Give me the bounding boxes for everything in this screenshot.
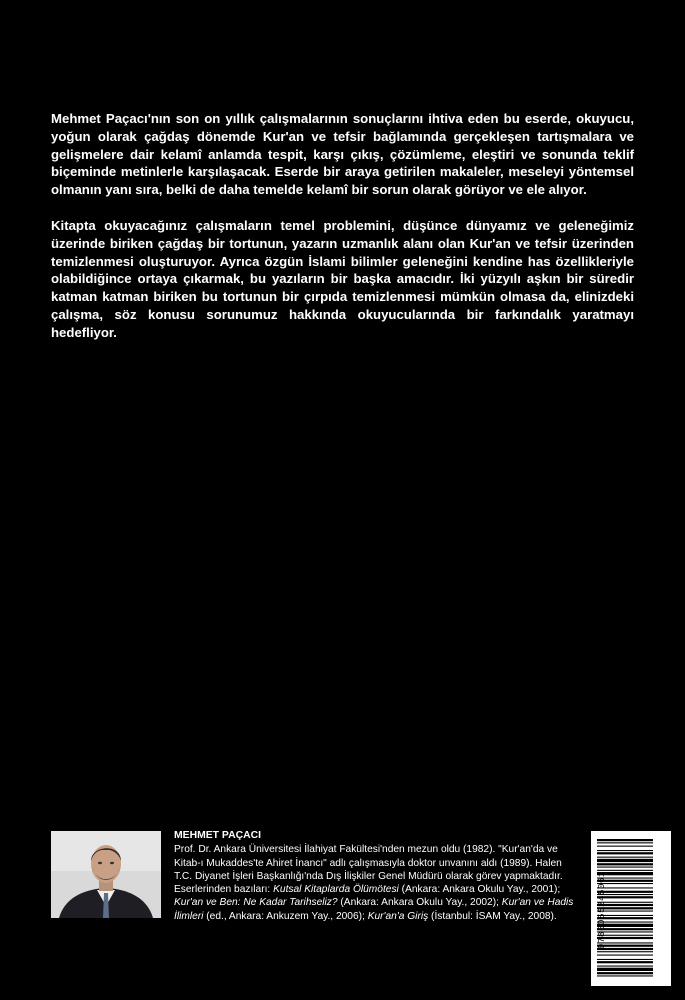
work-publication: (İstanbul: İSAM Yay., 2008). xyxy=(431,910,557,922)
work-publication: (Ankara: Ankara Okulu Yay., 2002); xyxy=(340,897,499,909)
work-title: Kur'an ve Ben: Ne Kadar Tarihseliz? xyxy=(174,897,338,909)
author-bio-text: Prof. Dr. Ankara Üniversitesi İlahiyat Fakültesi'nden mezun oldu (1982). "Kur'an'da ve Kitab-ı Mukaddes'te Ahiret İnancı" adlı çalışmasıyla doktor unvanını aldı (1989). Halen T.C. Diyanet İşleri Başkanlığı'nda Dış İlişkiler Genel Müdürü olarak görev yapmaktadır. xyxy=(174,844,563,882)
work-title: Kur'an ve Hadis İlimleri xyxy=(174,897,574,922)
work-publication: (ed., Ankara: Ankuzem Yay., 2006); xyxy=(206,910,365,922)
work-title: Kur'an'a Giriş xyxy=(367,910,429,922)
isbn-number: 9786055245061 xyxy=(597,871,607,950)
author-info xyxy=(174,829,579,923)
works-intro: Eserlerinden bazıları: xyxy=(174,884,271,896)
blurb-paragraph-2: Kitapta okuyacağınız çalışmaların temel problemini, düşünce dünyamız ve geleneğimiz üzerinde biriken çağdaş bir tortunun, yazarın uzmanlık alanı olan Kur'an ve tefsir üzerinden temizlenmesi oluşturuyor. Ayrıca özgün İslami bilimler geleneğini kendine has özellikleriyle olabildiğince ortaya çıkarmak, bu yazıların bir başka amacıdır. İki yüzyılı aşkın bir süredir katman katman biriken bu tortunun bir çırpıda temizlenmesi mümkün olmasa da, elinizdeki çalışma, söz konusu sorunumuz hakkında okuyucularında bir farkındalık yaratmayı hedefliyor. xyxy=(51,217,634,340)
author-portrait-image xyxy=(51,831,161,918)
author-photo xyxy=(51,831,161,918)
work-publication: (Ankara: Ankara Okulu Yay., 2001); xyxy=(401,884,561,896)
blurb-paragraph-1: Mehmet Paçacı'nın son on yıllık çalışmalarının sonuçlarını ihtiva eden bu eserde, okuyucu, yoğun olarak çağdaş dönemde Kur'an ve tefsir bağlamında gerçekleşen tartışmalara ve gelişmelere dair kelamî anlamda tespit, karşı çıkış, çözümleme, eleştiri ve sonunda teklif biçeminde metinlerle karşılaşacak. Eserde bir araya getirilen makaleler, meseleyi yöntemsel olmanın yanı sıra, belki de daha temelde kelamî bir sorun olarak görüyor ve ele alıyor. xyxy=(51,111,634,198)
blurb-text xyxy=(51,110,634,360)
author-bio xyxy=(174,843,579,923)
author-name: MEHMET PAÇACI xyxy=(174,830,261,841)
work-title: Kutsal Kitaplarda Ölümötesi xyxy=(273,884,399,896)
